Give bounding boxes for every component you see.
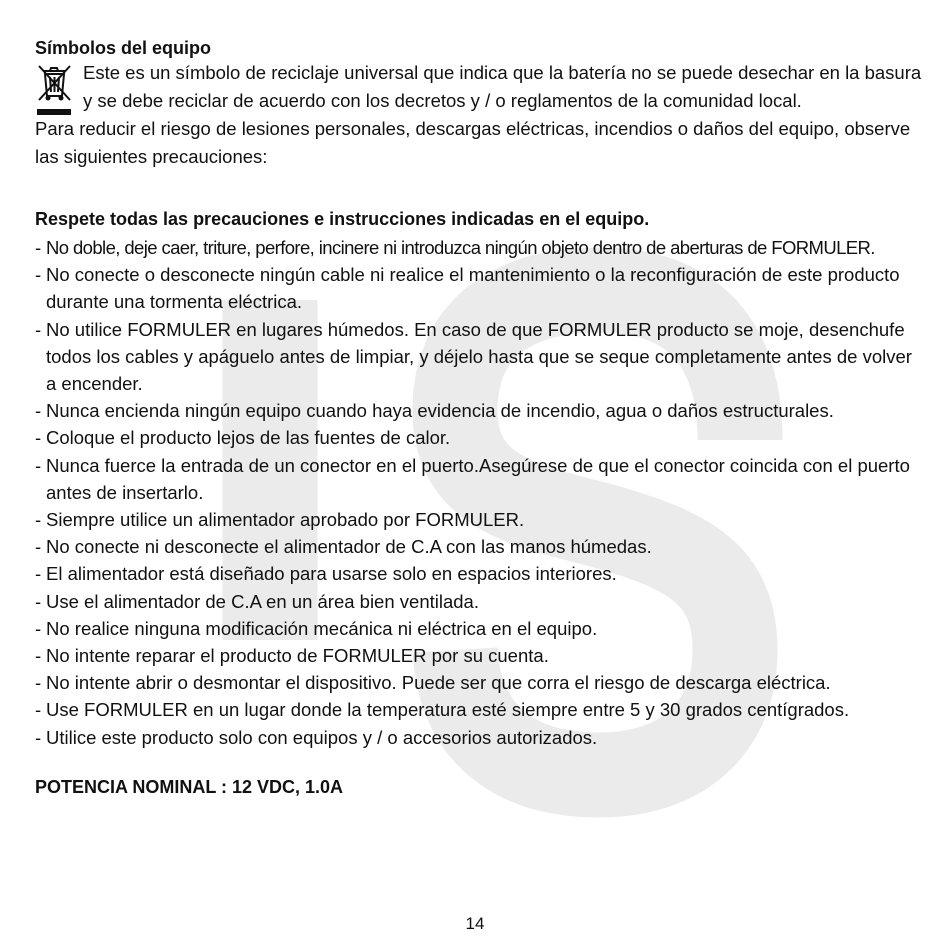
precautions-list	[35, 234, 925, 751]
power-rating: POTENCIA NOMINAL : 12 VDC, 1.0A	[35, 776, 344, 797]
list-item: - No conecte o desconecte ningún cable ni realice el mantenimiento o la reconfiguración de este producto durante una tormenta eléctrica.	[35, 261, 925, 315]
list-item: - No utilice FORMULER en lugares húmedos. En caso de que FORMULER producto se moje, desenchufe todos los cables y apáguelo antes de limpiar, y déjelo hasta que se seque completamente antes de volver a encender.	[35, 316, 925, 398]
list-item: - El alimentador está diseñado para usarse solo en espacios interiores.	[35, 560, 925, 587]
list-item: - Use FORMULER en un lugar donde la temperatura esté siempre entre 5 y 30 grados centígrados.	[35, 696, 925, 723]
precautions-heading: Respete todas las precauciones e instrucciones indicadas en el equipo.	[35, 209, 650, 229]
symbols-heading: Símbolos del equipo	[35, 38, 212, 58]
list-item: - No intente abrir o desmontar el dispositivo. Puede ser que corra el riesgo de descarga eléctrica.	[35, 669, 925, 696]
list-item: - No intente reparar el producto de FORMULER por su cuenta.	[35, 642, 925, 669]
list-item: - No conecte ni desconecte el alimentador de C.A con las manos húmedas.	[35, 533, 925, 560]
list-item: - Use el alimentador de C.A en un área bien ventilada.	[35, 588, 925, 615]
page-number: 14	[465, 914, 485, 933]
list-item: - Nunca fuerce la entrada de un conector en el puerto.Asegúrese de que el conector coincida con el puerto antes de insertarlo.	[35, 452, 925, 506]
list-item: - No realice ninguna modificación mecánica ni eléctrica en el equipo.	[35, 615, 925, 642]
crossed-out-wheelie-bin-icon	[35, 62, 83, 115]
list-item: - Coloque el producto lejos de las fuentes de calor.	[35, 424, 925, 451]
document-body	[35, 36, 925, 801]
list-item: - No doble, deje caer, triture, perfore, incinere ni introduzca ningún objeto dentro de aberturas de FORMULER.	[35, 234, 925, 261]
intro-paragraph: Para reducir el riesgo de lesiones personales, descargas eléctricas, incendios o daños del equipo, observe las siguientes precauciones:	[35, 118, 911, 167]
list-item: - Utilice este producto solo con equipos y / o accesorios autorizados.	[35, 724, 925, 751]
recycle-section	[35, 62, 925, 115]
list-item: - Nunca encienda ningún equipo cuando haya evidencia de incendio, agua o daños estructurales.	[35, 397, 925, 424]
recycle-description: Este es un símbolo de reciclaje universal que indica que la batería no se puede desechar en la basura y se debe reciclar de acuerdo con los decretos y / o reglamentos de la comunidad local.	[83, 62, 922, 111]
list-item: - Siempre utilice un alimentador aprobado por FORMULER.	[35, 506, 925, 533]
